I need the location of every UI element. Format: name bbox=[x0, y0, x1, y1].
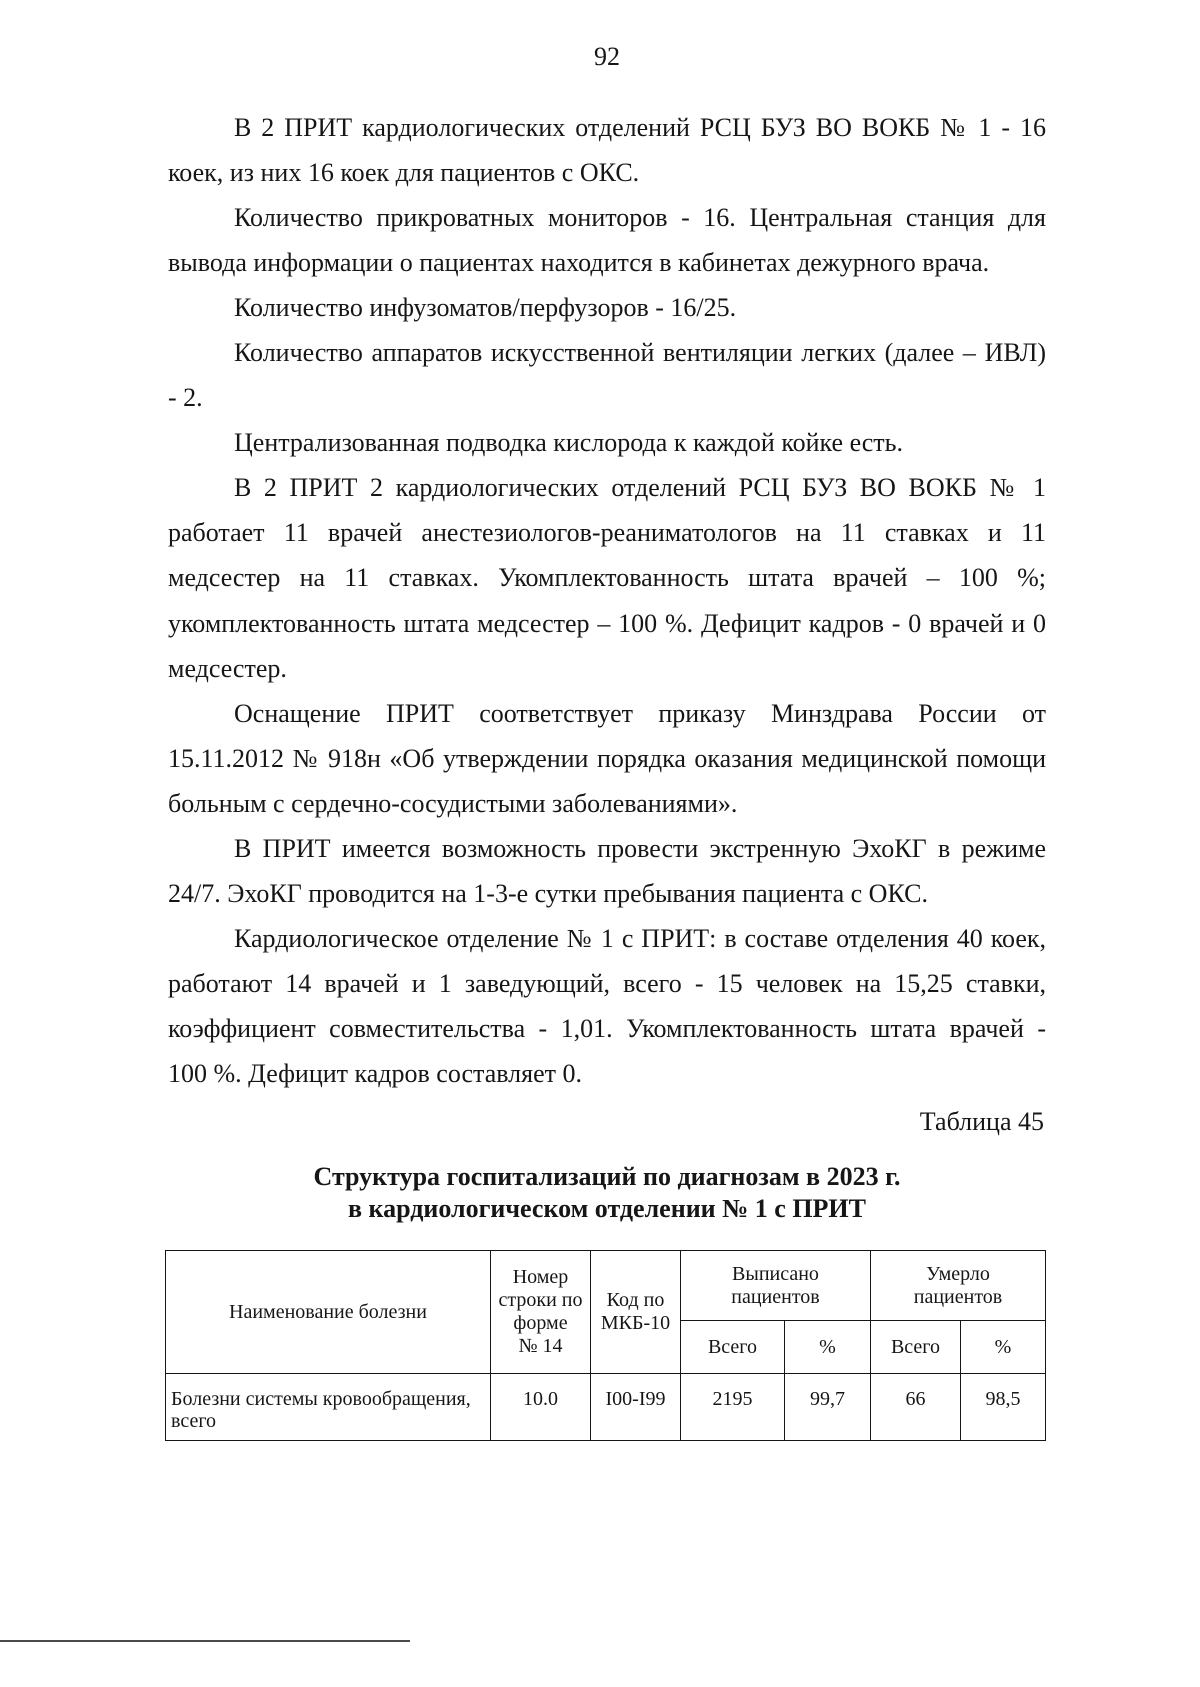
paragraph bbox=[168, 691, 1046, 826]
body-line: коек, из них 16 коек для пациентов с ОКС. bbox=[168, 157, 640, 187]
header-died: Умерло пациентов bbox=[871, 1251, 1046, 1321]
cell-discharged-total: 2195 bbox=[681, 1374, 785, 1441]
body-line: работают 14 врачей и 1 заведующий, всего - 15 человек на 15,25 ставки, bbox=[168, 969, 1046, 999]
cell-died-pct: 98,5 bbox=[961, 1374, 1046, 1441]
scan-edge-line bbox=[0, 1640, 410, 1642]
body-line: Количество аппаратов искусственной вентиляции легких (далее – ИВЛ) bbox=[234, 337, 1046, 367]
cell-discharged-pct: 99,7 bbox=[785, 1374, 871, 1441]
header-form-row: Номер строки по форме № 14 bbox=[491, 1251, 591, 1374]
body-line: 100 %. Дефицит кадров составляет 0. bbox=[168, 1059, 583, 1089]
body-line: коэффициент совместительства - 1,01. Укомплектованность штата врачей - bbox=[168, 1014, 1046, 1044]
header-discharged-pct: % bbox=[785, 1321, 871, 1374]
body-line: В 2 ПРИТ кардиологических отделений РСЦ БУЗ ВО ВОКБ № 1 - 16 bbox=[234, 112, 1046, 142]
paragraph bbox=[168, 195, 1046, 285]
body-line: медсестер на 11 ставках. Укомплектованность штата врачей – 100 %; bbox=[168, 563, 1046, 593]
body-line: вывода информации о пациентах находится в кабинетах дежурного врача. bbox=[168, 247, 990, 277]
body-line: медсестер. bbox=[168, 653, 287, 683]
paragraph bbox=[168, 330, 1046, 420]
body-line: работает 11 врачей анестезиологов-реаниматологов на 11 ставках и 11 bbox=[168, 518, 1046, 548]
header-died-pct: % bbox=[961, 1321, 1046, 1374]
hospitalization-table bbox=[165, 1250, 1046, 1441]
body-line: 15.11.2012 № 918н «Об утверждении порядка оказания медицинской помощи bbox=[168, 743, 1046, 773]
body-line: больным с сердечно-сосудистыми заболеваниями». bbox=[168, 788, 738, 818]
body-line: Количество инфузоматов/перфузоров - 16/25. bbox=[234, 292, 737, 322]
body-line: В 2 ПРИТ 2 кардиологических отделений РСЦ БУЗ ВО ВОКБ № 1 bbox=[234, 473, 1046, 503]
table-header-row bbox=[166, 1251, 1046, 1321]
paragraph bbox=[168, 420, 1046, 465]
header-discharged: Выписано пациентов bbox=[681, 1251, 871, 1321]
cell-died-total: 66 bbox=[871, 1374, 961, 1441]
paragraph bbox=[168, 105, 1046, 195]
body-line: - 2. bbox=[168, 383, 203, 413]
body-line: Централизованная подводка кислорода к каждой койке есть. bbox=[234, 428, 904, 458]
header-icd-code: Код по МКБ-10 bbox=[591, 1251, 681, 1374]
table-title bbox=[168, 1161, 1046, 1225]
paragraph bbox=[168, 826, 1046, 916]
header-disease-name: Наименование болезни bbox=[166, 1251, 491, 1374]
header-discharged-total: Всего bbox=[681, 1321, 785, 1374]
paragraph bbox=[168, 916, 1046, 1096]
table-row bbox=[166, 1374, 1046, 1441]
header-died-total: Всего bbox=[871, 1321, 961, 1374]
body-line: укомплектованность штата медсестер – 100 %. Дефицит кадров - 0 врачей и 0 bbox=[168, 608, 1046, 638]
body-line: Оснащение ПРИТ соответствует приказу Минздрава России от bbox=[234, 698, 1046, 728]
cell-form-row: 10.0 bbox=[491, 1374, 591, 1441]
body-text bbox=[168, 105, 1046, 1097]
body-line: Количество прикроватных мониторов - 16. Центральная станция для bbox=[234, 202, 1046, 232]
page-number: 92 bbox=[594, 42, 620, 71]
table-title-line: в кардиологическом отделении № 1 с ПРИТ bbox=[347, 1194, 866, 1223]
body-line: В ПРИТ имеется возможность провести экстренную ЭхоКГ в режиме bbox=[234, 834, 1046, 863]
body-line: Кардиологическое отделение № 1 с ПРИТ: в составе отделения 40 коек, bbox=[234, 924, 1046, 954]
cell-icd-code: I00-I99 bbox=[591, 1374, 681, 1441]
paragraph bbox=[168, 465, 1046, 690]
body-line: 24/7. ЭхоКГ проводится на 1-3-е сутки пребывания пациента с ОКС. bbox=[168, 879, 928, 909]
paragraph bbox=[168, 285, 1046, 330]
table-title-line: Структура госпитализаций по диагнозам в 2023 г. bbox=[313, 1162, 901, 1191]
table-label: Таблица 45 bbox=[919, 1106, 1044, 1136]
cell-disease-name: Болезни системы кровообращения, всего bbox=[166, 1374, 491, 1441]
